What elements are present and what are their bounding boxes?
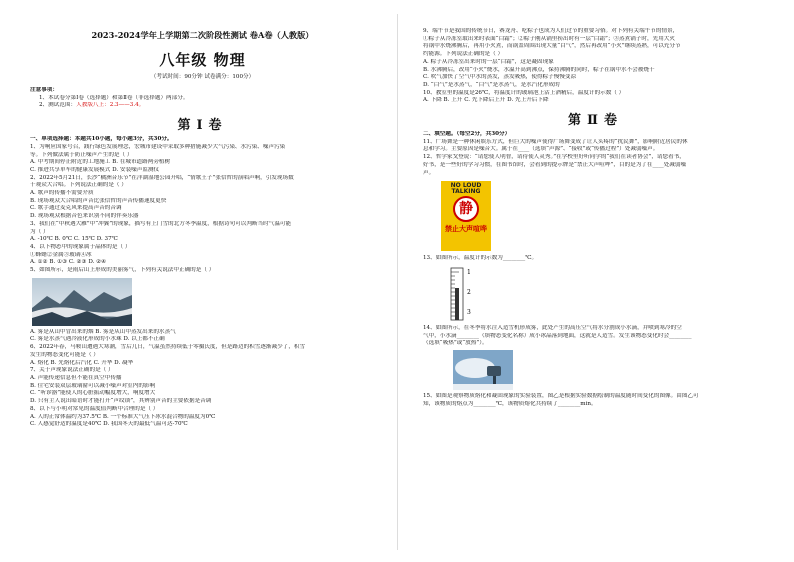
question-line: （选填“吸热”或“放热”）。	[423, 340, 488, 347]
thermometer-liquid	[455, 288, 459, 320]
mountain-fog-image	[32, 278, 132, 326]
question-line: ①粽子从冷冻室取出来时表面“白霜”；②粽子刚从锅里捞出时有一层“白霜”；③蒸煮锅子时，先用大火	[423, 35, 675, 42]
thermometer-tick-label: 1	[467, 268, 471, 276]
question-line: A. 人的正常体温约为37.5℃ B. 一个标准大气压下冰水混合物的温度为0℃	[30, 413, 216, 420]
question-line: A. 中考期间停止附近的工地施工 B. 在城市道路两旁植树	[30, 159, 171, 166]
question-line: A. 下降 B. 上升 C. 先下降后上升 D. 先上升后下降	[423, 97, 549, 104]
question-line: 知，该物质的熔点为________℃，该物质熔化共持续了________min。	[423, 400, 597, 407]
question-line: D. 只有主人说出暗语时才能打开“声纹锁”，其辨别声音的主要依据是音调	[30, 398, 212, 405]
question-line: 9、端午节是我国的传统节日，赛龙舟、吃粽子也成为人们过节的重要习俗。对下列有关端午节的情景，	[423, 28, 679, 34]
question-line: 1、为响应国家号召，践行绿色发展理念，宏城市建设中采取多种措施减少大气污染、水污染、噪声污染	[30, 143, 286, 150]
right-page	[397, 0, 794, 562]
question-line: 12、哲学家戈登说：“请您使人明智，请待使人灵秀。”在学校里好听同学的“我们在读者协会”，请您看书，	[423, 154, 685, 161]
sign-quiet-icon: 静	[453, 196, 479, 222]
question-line: C. 人感觉舒适的温度是40℃ D. 我国冬天的最低气温可达-70℃	[30, 421, 188, 428]
sign-bottom-text: 禁止大声喧哗	[445, 224, 487, 234]
question-line: 15、如图是观察物质熔化和凝固现象的实验装置，图乙是根据实验数据绘制的温度随时间变化的图像。由图乙可	[423, 393, 699, 400]
question-line: 13、如图所示，温度计的示数为________℃。	[423, 255, 538, 262]
notes-heading: 注意事项：	[30, 87, 58, 93]
question-line: 6、2022年春，马鞍山遭遇大寒潮，雪后几日，气温虽然持续低于零摄氏度，但是路边的积雪逐渐减少了，积雪	[30, 344, 306, 351]
question-option-line: A. 雾是从山中冒出来的烟 B. 雾是从山中蒸发出来的水蒸气	[30, 328, 176, 335]
question-line: C. 歌手通过麦克风来提高声音的音调	[30, 205, 122, 212]
question-line: D. “白气”是水蒸气，“白气”是水蒸气，是水汽化形成的	[423, 81, 560, 88]
sign-top-text: NO LOUD TALKING	[450, 182, 482, 196]
question-line: 息和学习。主要原因是噪音大。属于在____（选填“声源”、“接收”或“传播过程”）处减弱噪声。	[423, 146, 659, 153]
question-line: 4、以下物态中的现象属于晶体的是（ ）	[30, 243, 131, 250]
question-option-line: C. 雾是水蒸气遇冷液化形成的小水珠 D. 以上都不正确	[30, 336, 165, 343]
question-line: 好书，是一些好的学习习惯，在图书馆时，会看到的提示牌是“禁止大声喧哗”，目的是为了在____处减弱噪	[423, 161, 687, 168]
question-line: A. 声能传递信息但不能在真空中传播	[30, 374, 122, 381]
question-line: B. 现场观众大合唱的声音比张信哲的声音传播速度更快	[30, 197, 167, 204]
question-line: ①蜂蜡②金属③玻璃④冰	[30, 251, 92, 258]
question-line: 为（ ）	[30, 228, 49, 235]
question-line: 气中，小水滴________（填物态变化名称）成小冰晶落到地面，这就是人造雪。发生该物态变化时会________	[423, 332, 692, 339]
question-line: 3、我们在“中秋遇大雁”中“冲翼”的现象，描写有上门雪的北方冬季温度，根据诗句可以判断当时气温可能	[30, 220, 292, 227]
question-line: 10、教室里的温度是26℃，将温度计的玻璃泡上沾上酒精后，温度计的示数（ ）	[423, 89, 625, 96]
question-line: A. 熔化 B. 先熔化后汽化 C. 升华 D. 凝华	[30, 359, 134, 366]
question-line: B. 水沸腾后，改用“小火”烧水，水温升高到沸点，保持沸腾的同时，粽子在锅中水不会被烧干	[423, 66, 655, 73]
question-line: D. 现场观众根据音色来识别不同的伴奏乐器	[30, 213, 139, 220]
question-line: 11、广场舞是一种休闲娱乐方式，但巨大的噪声使得广场舞变成了让人头疼的“扰民舞”，影响附近居民的休	[423, 138, 688, 145]
exam-title: 2023-2024学年上学期第二次阶段性测试 卷A卷（人教版）	[91, 30, 314, 40]
question-line: 2、2022年5月21日，长沙“橘洲音乐节”在洋湖湿地公园开唱，“情歌王子”张信哲的演唱声响，引发现场数	[30, 174, 294, 181]
question-line: A. 歌声的传播不需要介质	[30, 190, 94, 197]
test-scope: 人教版八上：2.3——3.4。	[76, 102, 145, 109]
note-item	[30, 102, 375, 110]
question-line: 5、如图所示，是雨后山上形成的美丽雾气，下列有关说法中正确的是（ ）	[30, 267, 215, 274]
subject-title: 八年级 物理	[159, 51, 246, 69]
note-item: 1、本试卷分第Ⅰ卷（选择题）和第Ⅱ卷（非选择题）两部分。	[39, 94, 189, 101]
question-line: C. 推进共享单车的健康发展模式 D. 安装噪声监测仪	[30, 166, 160, 173]
question-line: 发生的物态变化可能是（ ）	[30, 351, 99, 358]
question-line: 8、以下与小明对常见的温度值判断中合理的是（ ）	[30, 405, 159, 412]
question-line: A. ①② B. ①③ C. ②③ D. ②④	[30, 259, 107, 266]
question-line: 7、关于声现象说法正确的是（ ）	[30, 367, 114, 374]
thermometer-image	[443, 266, 483, 322]
question-line: 声。	[423, 169, 435, 176]
question-line: 约能源。下列说法正确的是（ ）	[423, 51, 504, 58]
question-line: 千观众大合唱。下列说法正确的是（ ）	[30, 182, 127, 189]
question-line: C. 吹气加快了空气中水的蒸发，蒸发吸热，使得粽子慢慢变凉	[423, 74, 577, 81]
question-line: A. -10℃ B. 0℃ C. 15℃ D. 37℃	[30, 236, 118, 243]
question-line: 14、如图所示，在冬季将水注入造雪机形成雾，此处产生的高压空气将水分割成小水滴，并喷到寒冷的空	[423, 324, 682, 331]
question-line: C. “听诊器”能使人的心脏振动幅度增大，响度增大	[30, 390, 156, 397]
note-item-text: 2、测试范围：	[39, 102, 77, 109]
no-loud-talking-sign	[441, 181, 491, 251]
question-list-right	[423, 28, 768, 105]
snow-machine-image	[453, 350, 513, 390]
section-heading: 一、单项选择题：本题共10小题，每小题3分，共30分。	[30, 136, 173, 143]
question-list-2	[30, 344, 375, 429]
part-one-heading: 第Ⅰ卷	[177, 118, 228, 134]
section-heading: 二、填空题。（每空2分，共30分）	[423, 131, 511, 138]
thermometer-tick-label: 2	[467, 288, 471, 296]
question-line: 将锅中水烧沸腾后，再用小火煮，而锅盖周围出现大量“白气”，然后再改用“小火”继续蒸熟，可以充分节	[423, 43, 681, 50]
part-two-heading: 第Ⅱ卷	[568, 113, 623, 129]
exam-info: （考试时间：90分钟 试卷满分：100分）	[150, 74, 255, 80]
question-line: A. 粽子从冷冻室出来时的一层“白霜”，这是凝固现象	[423, 58, 554, 65]
thermometer-tick-label: 3	[467, 308, 471, 316]
question-line: B. 住宅安装双层玻璃窗可以减小噪声对室内的影响	[30, 382, 156, 389]
question-list	[30, 144, 375, 275]
question-line: 等。下列做法属于防止噪声产生的是（ ）	[30, 151, 133, 158]
